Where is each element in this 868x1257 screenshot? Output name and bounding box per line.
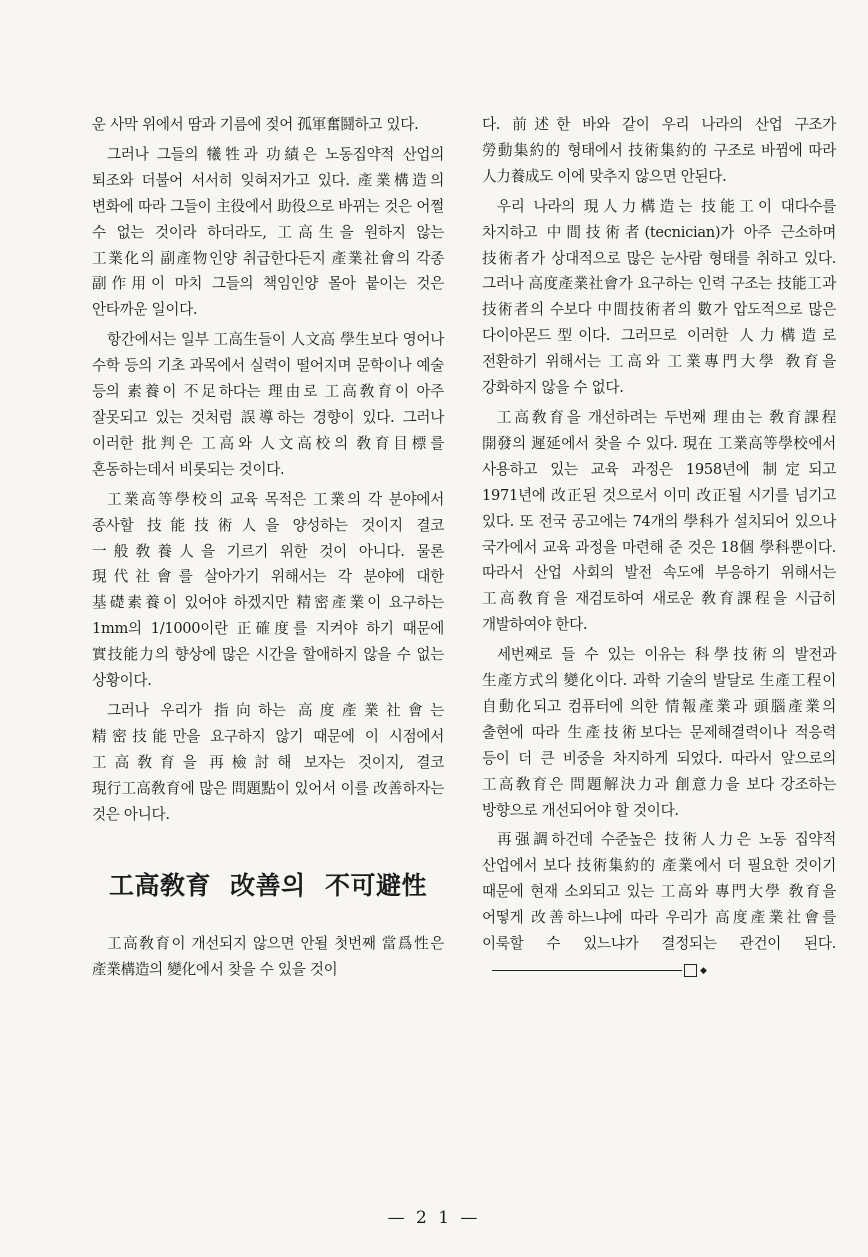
paragraph: 항간에서는 일부 工高生들이 人文高 學生보다 영어나 수학 등의 기초 과목에서 실력이 떨어지며 문학이나 예술 등의 素養이 不足하다는 理由로 工高敎育이 아주 잘못되고 있는 것처럼 誤導하는 경향이 있다. 그러나 이러한 批判은 工高와 人文高校의 敎育目標를 혼동하는데서 비롯되는 것이다.	[92, 331, 444, 478]
paragraph-final-text: 再强調하건데 수준높은 技術人力은 노동 집약적 산업에서 보다 技術集約的 產業에서 더 필요한 것이기 때문에 현재 소외되고 있는 工高와 專門大學 敎育을 어떻게 改善하느냐에 따라 우리가 高度產業社會를 이룩할 수 있느냐가 결정되는 관건이 된다.	[482, 831, 836, 953]
section-heading: 工高敎育 改善의 不可避性	[108, 871, 428, 901]
paragraph: 우리 나라의 現人力構造는 技能工이 대다수를 차지하고 中間技術者(tecnician)가 아주 근소하며 技術者가 상대적으로 많은 눈사람 형태를 취하고 있다. 그러나 高度產業社會가 요구하는 인력 구조는 技能工과 技術者의 수보다 中間技術者의 數가 압도적으로 많은 다이아몬드型이다. 그러므로 이러한 人力構造로 전환하기 위해서는 工高와 工業專門大學 敎育을 강화하지 않을 수 없다.	[482, 197, 836, 397]
page-number: — 2 1 —	[387, 1208, 481, 1228]
paragraph: 운 사막 위에서 땀과 기름에 젖어 孤軍奮鬪하고 있다.	[92, 116, 419, 133]
paragraph: 工高敎育을 개선하려는 두번째 理由는 敎育課程 開發의 遲延에서 찾을 수 있다. 現在 工業高等學校에서 사용하고 있는 교육 과정은 1958년에 制定되고 1971년에 改正된 것으로서 이미 改正될 시기를 넘기고 있다. 또 전국 공고에는 74개의 學科가 설치되어 있으나 국가에서 교육 과정을 마련해 준 것은 18個 學科뿐이다. 따라서 산업 사회의 발전 속도에 부응하기 위해서는 工高敎育을 재검토하여 새로운 敎育課程을 시급히 개발하여야 한다.	[482, 408, 836, 634]
left-column	[92, 112, 444, 987]
paragraph-final	[482, 827, 836, 982]
paragraph: 工高敎育이 개선되지 않으면 안될 첫번째 當爲性은 產業構造의 變化에서 찾을 수 있을 것이	[92, 935, 444, 979]
paragraph: 다. 前述한 바와 같이 우리 나라의 산업 구조가 勞動集約的 형태에서 技術集約的 구조로 바뀜에 따라 人力養成도 이에 맞추지 않으면 안된다.	[482, 116, 836, 185]
paragraph: 工業高等學校의 교육 목적은 工業의 각 분야에서 종사할 技能技術人을 양성하는 것이지 결코 一般敎養人을 기르기 위한 것이 아니다. 물론 現代社會를 살아가기 위해서는 각 분야에 대한 基礎素養이 있어야 하겠지만 精密產業이 요구하는 1mm의 1/1000이란 正確度를 지켜야 하기 때문에 實技能力의 향상에 많은 시간을 할애하지 않을 수 없는 상황이다.	[92, 490, 444, 690]
end-mark-icon: ◆	[684, 964, 697, 977]
right-column	[482, 112, 836, 987]
paragraph: 세번째로 들 수 있는 이유는 科學技術의 발전과 生產方式의 變化이다. 과학 기술의 발달로 生產工程이 自動化되고 컴퓨터에 의한 情報產業과 頭腦產業의 출현에 따라 生產技術보다는 문제해결력이나 적응력 등이 더 큰 비중을 차지하게 되었다. 따라서 앞으로의 工高敎育은 問題解決力과 創意力을 보다 강조하는 방향으로 개선되어야 할 것이다.	[482, 646, 836, 819]
paragraph: 그러나 우리가 指向하는 高度產業社會는 精密技能만을 요구하지 않기 때문에 이 시점에서 工高敎育을 再檢討해 보자는 것이지, 결코 現行工高敎育에 많은 問題點이 있어서 이를 改善하자는 것은 아니다.	[92, 701, 444, 823]
end-rule	[492, 970, 682, 971]
paragraph: 그러나 그들의 犧牲과 功績은 노동집약적 산업의 퇴조와 더불어 서서히 잊혀저가고 있다. 產業構造의 변화에 따라 그들이 主役에서 助役으로 바뀌는 것은 어쩔 수 없는 것이라 하더라도, 工高生을 원하지 않는 工業化의 副產物인양 취급한다든지 產業社會의 각종 副作用이 마치 그들의 책임인양 몰아 붙이는 것은 안타까운 일이다.	[92, 145, 444, 319]
